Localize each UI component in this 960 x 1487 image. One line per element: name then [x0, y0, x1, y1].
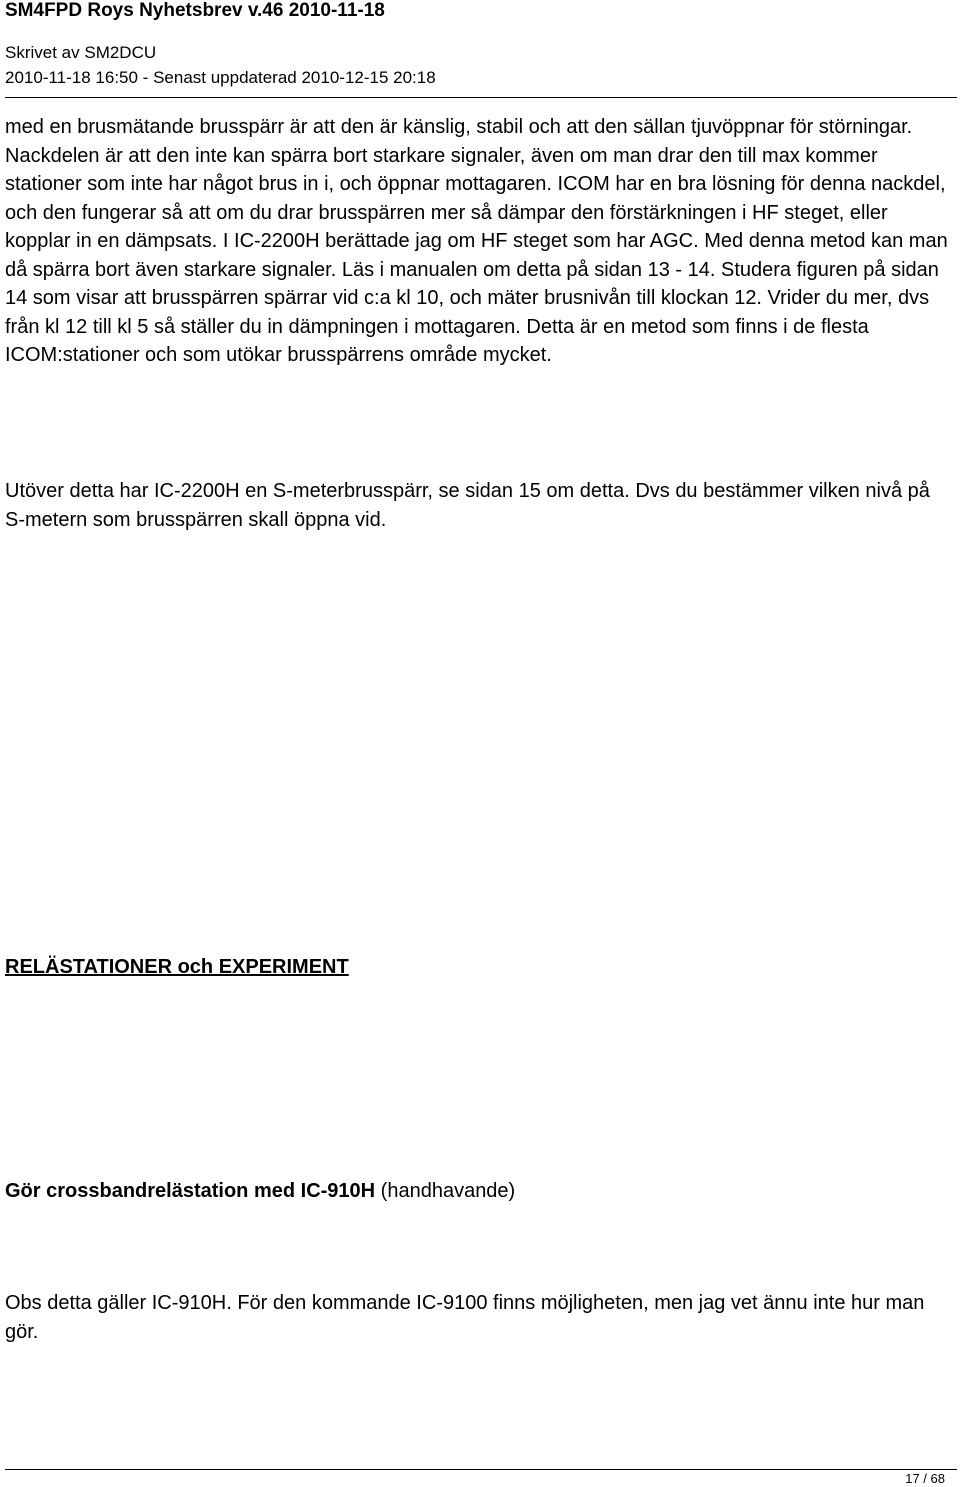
body-paragraph-3: Obs detta gäller IC-910H. För den kommande IC-9100 finns möjligheten, men jag vet ännu inte hur man gör.: [5, 1292, 925, 1343]
author-line: Skrivet av SM2DCU: [5, 43, 157, 62]
page-number: 17 / 68: [905, 1471, 945, 1486]
footer-divider: [5, 1469, 957, 1470]
subheading-normal-text: (handhavande): [375, 1180, 516, 1202]
section-heading: RELÄSTATIONER och EXPERIMENT: [5, 956, 349, 978]
date-line: 2010-11-18 16:50 - Senast uppdaterad 2010-12-15 20:18: [5, 68, 436, 87]
header-divider: [5, 97, 957, 98]
subheading-bold-text: Gör crossbandrelästation med IC-910H: [5, 1180, 376, 1202]
body-paragraph-2: Utöver detta har IC-2200H en S-meterbrusspärr, se sidan 15 om detta. Dvs du bestämmer vilken nivå på S-metern som brusspärren skall öppna vid.: [5, 480, 930, 531]
newsletter-title: SM4FPD Roys Nyhetsbrev v.46 2010-11-18: [5, 0, 385, 21]
subheading: [5, 1177, 515, 1205]
body-paragraph-1: med en brusmätande brusspärr är att den är känslig, stabil och att den sällan tjuvöppnar för störningar. Nackdelen är att den inte kan spärra bort starkare signaler, även om man drar den till max kommer stationer som inte har något brus in i, och öppnar mottagaren. ICOM har en bra lösning för denna nackdel, och den fungerar så att om du drar brusspärren mer så dämpar den förstärkningen i HF steget, eller kopplar in en dämpsats. I IC-2200H berättade jag om HF steget som har AGC. Med denna metod kan man då spärra bort även starkare signaler. Läs i manualen om detta på sidan 13 - 14. Studera figuren på sidan 14 som visar att brusspärren spärrar vid c:a kl 10, och mäter brusnivån till klockan 12. Vrider du mer, dvs från kl 12 till kl 5 så ställer du in dämpningen i mottagaren. Detta är en metod som finns i de flesta ICOM:stationer och som utökar brusspärrens område mycket.: [5, 116, 948, 366]
